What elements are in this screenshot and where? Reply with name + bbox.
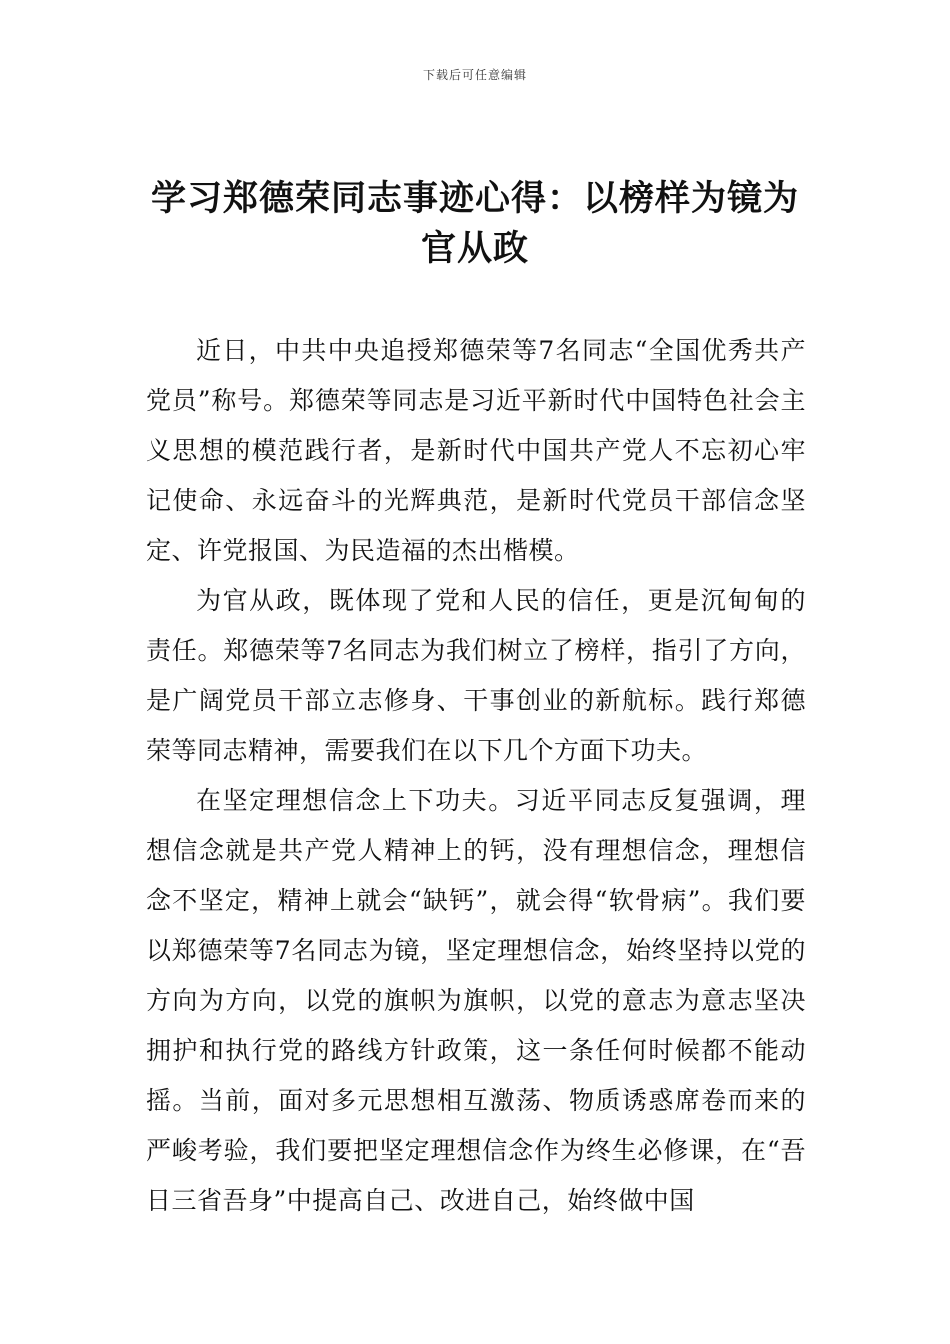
document-body xyxy=(146,326,806,1226)
paragraph-1: 近日，中共中央追授郑德荣等7名同志“全国优秀共产党员”称号。郑德荣等同志是习近平新时代中国特色社会主义思想的模范践行者，是新时代中国共产党人不忘初心牢记使命、永远奋斗的光辉典范，是新时代党员干部信念坚定、许党报国、为民造福的杰出楷模。 xyxy=(146,336,806,565)
paragraph-3: 在坚定理想信念上下功夫。习近平同志反复强调，理想信念就是共产党人精神上的钙，没有理想信念，理想信念不坚定，精神上就会“缺钙”，就会得“软骨病”。我们要以郑德荣等7名同志为镜，坚定理想信念，始终坚持以党的方向为方向，以党的旗帜为旗帜，以党的意志为意志坚决拥护和执行党的路线方针政策，这一条任何时候都不能动摇。当前，面对多元思想相互激荡、物质诱惑席卷而来的严峻考验，我们要把坚定理想信念作为终生必修课，在“吾日三省吾身”中提高自己、改进自己，始终做中国 xyxy=(146,786,806,1215)
paragraph-2: 为官从政，既体现了党和人民的信任，更是沉甸甸的责任。郑德荣等7名同志为我们树立了榜样，指引了方向，是广阔党员干部立志修身、干事创业的新航标。践行郑德荣等同志精神，需要我们在以下几个方面下功夫。 xyxy=(146,586,806,765)
document-title: 学习郑德荣同志事迹心得：以榜样为镜为官从政 xyxy=(150,179,799,269)
header-note: 下载后可任意编辑 xyxy=(422,68,527,82)
